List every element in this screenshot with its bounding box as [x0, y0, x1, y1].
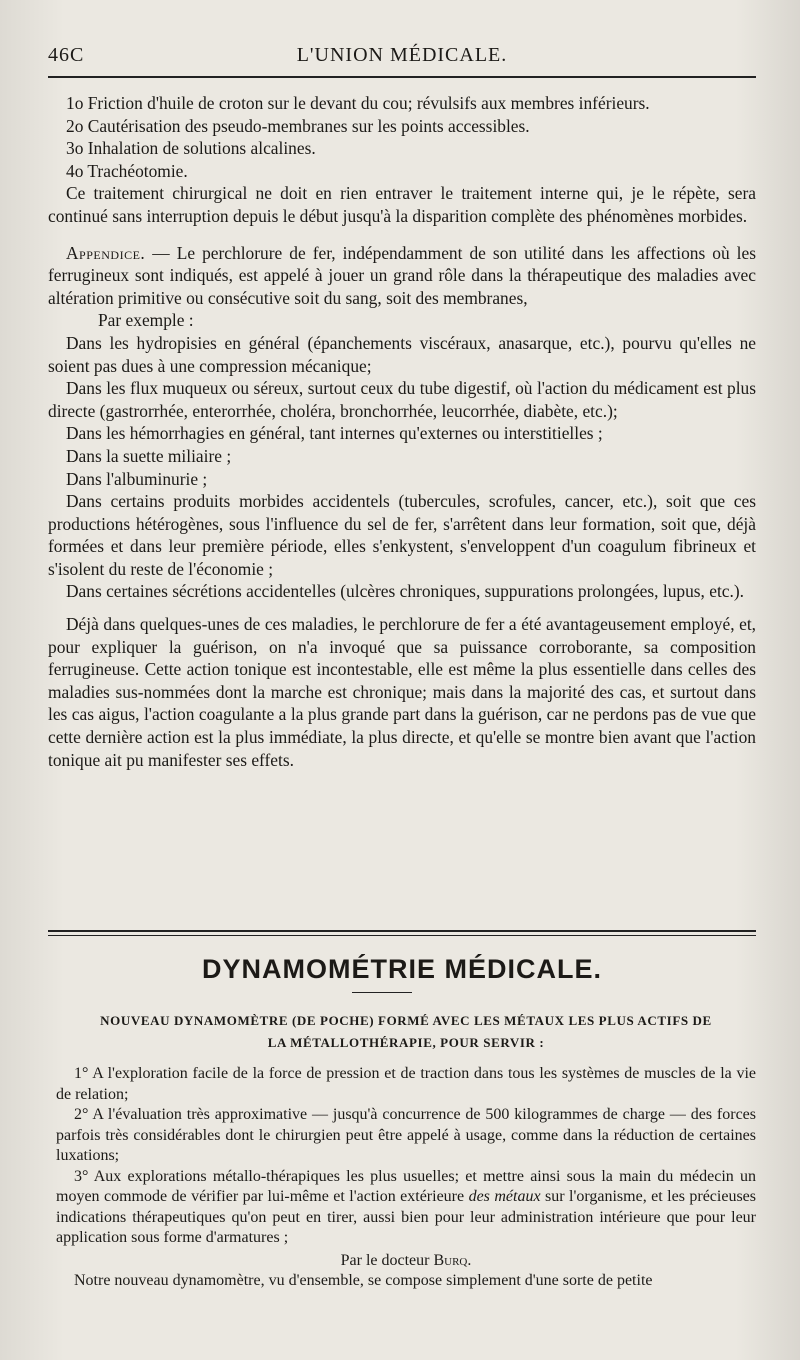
appendix-label: Appendice. — [66, 242, 146, 263]
dynamometre-point — [56, 1167, 756, 1249]
subtitle-line: LA MÉTALLOTHÉRAPIE, POUR SERVIR : — [267, 1035, 545, 1050]
title-rule — [352, 992, 412, 993]
appendix-item: Dans la suette miliaire ; — [66, 445, 232, 466]
appendix-paragraph — [48, 242, 756, 310]
page-header — [48, 44, 756, 70]
point3-italic: des métaux — [468, 1188, 541, 1205]
appendix-text: — Le perchlorure de fer, indépendamment de son utilité dans les affections où les ferrugineux sont indiqués, est appelé à jouer un grand rôle dans la thérapeutique des maladies avec altération primitive ou consécutive soit du sang, soit des membranes, — [48, 242, 756, 308]
appendix-item: Dans certaines sécrétions accidentelles (ulcères chroniques, suppurations prolongées, lupus, etc.). — [66, 581, 745, 602]
author-name: Burq. — [433, 1251, 472, 1269]
section-divider — [48, 930, 756, 936]
appendix-conclusion: Déjà dans quelques-unes de ces maladies, le perchlorure de fer a été avantageusement employé, et, pour expliquer la guérison, on n'a invoqué que sa puissance corroborante, sa composition ferrugineuse. Cette action tonique est incontestable, elle est même la plus essentielle dans celles des maladies sus-nommées dont la marche est chronique; mais dans la majorité des cas, et surtout dans les cas aigus, l'action coagulante a la plus grande part dans la guérison, car ne perdons pas de vue que cette dernière action est la plus immédiate, la plus directe, et qu'elle se montre bien avant que l'action tonique ait pu manifester ses effets. — [48, 614, 756, 770]
treatment-item: 4o Trachéotomie. — [66, 160, 188, 181]
point3-text: 3° Aux explorations métallo-thérapiques les plus usuelles; et mettre ainsi sous la main du médecin un moyen commode de vérifier par lui-même et l'action extérieure — [56, 1167, 756, 1205]
appendix-item: Dans certains produits morbides accidentels (tubercules, scrofules, cancer, etc.), soit que ces productions hétérogènes, sous l'influence du sel de fer, s'arrêtent dans leur formation, soit que, déjà formées et dans leur première période, elles s'enkystent, s'enveloppent d'un coagulum fibrineux et s'isolent du reste de l'économie ; — [48, 491, 756, 579]
appendix-item: Dans l'albuminurie ; — [66, 468, 208, 489]
dynamometre-point: 1° A l'exploration facile de la force de pression et de traction dans tous les systèmes de muscles de la vie de relation; — [56, 1065, 756, 1103]
example-intro: Par exemple : — [98, 310, 194, 331]
section-title: DYNAMOMÉTRIE MÉDICALE. — [202, 954, 602, 984]
author-line — [56, 1251, 756, 1272]
author-prefix: Par le docteur — [340, 1251, 434, 1269]
treatment-item: 1o Friction d'huile de croton sur le devant du cou; révulsifs aux membres inférieurs. — [66, 93, 650, 113]
point3-text-end: sur l'organisme, et les précieuses indications thérapeutiques qu'on peut en tirer, aussi bien pour leur administration intérieure que pour leur application sous forme d'armatures ; — [56, 1188, 757, 1246]
appendix-item: Dans les hémorrhagies en général, tant internes qu'externes ou interstitielles ; — [66, 423, 603, 444]
treatment-note: Ce traitement chirurgical ne doit en rien entraver le traitement interne qui, je le répète, sera continué sans interruption depuis le début jusqu'à la disparition complète des phénomènes morbides. — [48, 183, 756, 226]
subtitle-line: NOUVEAU DYNAMOMÈTRE (DE POCHE) FORMÉ AVEC LES MÉTAUX LES PLUS ACTIFS DE — [100, 1013, 712, 1028]
running-title: L'UNION MÉDICALE. — [296, 44, 508, 66]
page-number: 46C — [48, 44, 85, 66]
dynamometre-point: 2° A l'évaluation très approximative — jusqu'à concurrence de 500 kilogrammes de charge — des forces parfois très considérables dont le chirurgien peut être appelé à usage, comme dans la réduction de certaines luxations; — [56, 1106, 756, 1164]
closing-line: Notre nouveau dynamomètre, vu d'ensemble, se compose simplement d'une sorte de petite — [74, 1272, 653, 1289]
header-rule — [48, 76, 756, 78]
treatment-item: 3o Inhalation de solutions alcalines. — [66, 138, 316, 159]
appendix-item: Dans les hydropisies en général (épanchements viscéraux, anasarque, etc.), pourvu qu'elles ne soient pas dues à une compression mécanique; — [48, 332, 756, 376]
dynamometre-body — [56, 1064, 756, 1292]
section-subtitle — [56, 1010, 756, 1054]
article-body — [48, 92, 756, 771]
treatment-item: 2o Cautérisation des pseudo-membranes sur les points accessibles. — [66, 115, 530, 136]
appendix-item: Dans les flux muqueux ou séreux, surtout ceux du tube digestif, où l'action du médicament est plus directe (gastrorrhée, enterorrhée, choléra, bronchorrhée, leucorrhée, diabète, etc.); — [48, 378, 756, 421]
